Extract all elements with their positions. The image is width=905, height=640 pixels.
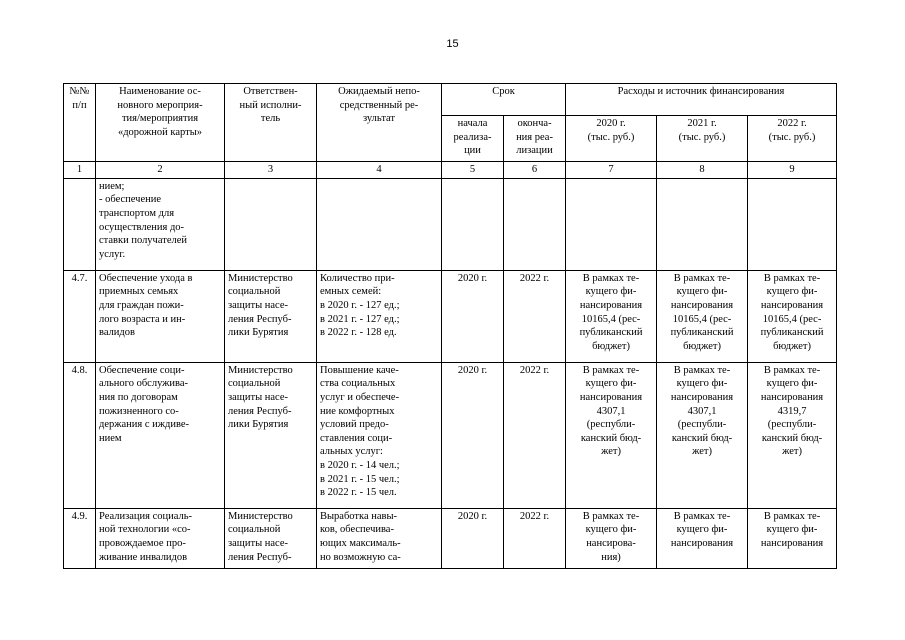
row-start: 2020 г. (442, 508, 504, 568)
column-number: 2 (96, 162, 225, 179)
page-number: 15 (446, 38, 459, 50)
table-row (64, 270, 837, 362)
table-row (64, 508, 837, 568)
row-result: Выработка навы- ков, обеспечива- ющих максималь- но возможную са- (317, 508, 442, 568)
column-number-row (64, 162, 837, 179)
row-end: 2022 г. (504, 270, 566, 362)
row-expense-2021: В рамках те- кущего фи- нансирования (657, 508, 748, 568)
header-year-2021: 2021 г. (тыс. руб.) (657, 116, 748, 162)
row-expense-2022: В рамках те- кущего фи- нансирования (748, 508, 837, 568)
column-number: 4 (317, 162, 442, 179)
header-year-2022: 2022 г. (тыс. руб.) (748, 116, 837, 162)
table-row-continuation (64, 178, 837, 270)
header-term: Срок (442, 84, 566, 116)
row-expense-2020: В рамках те- кущего фи- нансирова- ния) (566, 508, 657, 568)
row-num: 4.7. (64, 270, 96, 362)
row-result: Количество при- емных семей: в 2020 г. - 127 ед.; в 2021 г. - 127 ед.; в 2022 г. - 128 ед. (317, 270, 442, 362)
row-end: 2022 г. (504, 508, 566, 568)
row-expense-2022: В рамках те- кущего фи- нансирования 10165,4 (рес- публиканский бюджет) (748, 270, 837, 362)
header-result: Ожидаемый непо- средственный ре- зультат (317, 84, 442, 162)
header-name: Наименование ос- новного мероприя- тия/мероприятия «дорожной карты» (96, 84, 225, 162)
row-expense-2021: В рамках те- кущего фи- нансирования 4307,1 (республи- канский бюд- жет) (657, 362, 748, 508)
row-responsible: Министерство социальной защиты насе- ления Респуб- лики Бурятия (225, 362, 317, 508)
row-end: 2022 г. (504, 362, 566, 508)
column-number: 5 (442, 162, 504, 179)
row-start: 2020 г. (442, 362, 504, 508)
roadmap-table (63, 83, 837, 569)
row-responsible: Министерство социальной защиты насе- ления Респуб- (225, 508, 317, 568)
column-number: 6 (504, 162, 566, 179)
row-num: 4.8. (64, 362, 96, 508)
row-responsible: Министерство социальной защиты насе- ления Респуб- лики Бурятия (225, 270, 317, 362)
header-expenses: Расходы и источник финансирования (566, 84, 837, 116)
column-number: 1 (64, 162, 96, 179)
table-row (64, 362, 837, 508)
row-expense-2020: В рамках те- кущего фи- нансирования 10165,4 (рес- публиканский бюджет) (566, 270, 657, 362)
header-year-2020: 2020 г. (тыс. руб.) (566, 116, 657, 162)
header-term-start: начала реализа- ции (442, 116, 504, 162)
row-name: Обеспечение соци- ального обслужива- ния по договорам пожизненного со- держания с иждиве- нием (96, 362, 225, 508)
column-number: 7 (566, 162, 657, 179)
header-responsible: Ответствен- ный исполни- тель (225, 84, 317, 162)
column-number: 8 (657, 162, 748, 179)
header-num: №№ п/п (64, 84, 96, 162)
column-number: 9 (748, 162, 837, 179)
row-name: Реализация социаль- ной технологии «со- провождаемое про- живание инвалидов (96, 508, 225, 568)
header-term-end: оконча- ния реа- лизации (504, 116, 566, 162)
row-name: Обеспечение ухода в приемных семьях для граждан пожи- лого возраста и ин- валидов (96, 270, 225, 362)
row-expense-2020: В рамках те- кущего фи- нансирования 4307,1 (республи- канский бюд- жет) (566, 362, 657, 508)
continuation-name: нием; - обеспечение транспортом для осуществления до- ставки получателей услуг. (96, 178, 225, 270)
row-expense-2021: В рамках те- кущего фи- нансирования 10165,4 (рес- публиканский бюджет) (657, 270, 748, 362)
row-result: Повышение каче- ства социальных услуг и обеспече- ние комфортных условий предо- ставления соци- альных услуг: в 2020 г. - 14 чел.; в 2021 г. - 15 чел.; в 2022 г. - 15 чел. (317, 362, 442, 508)
row-num: 4.9. (64, 508, 96, 568)
row-start: 2020 г. (442, 270, 504, 362)
row-expense-2022: В рамках те- кущего фи- нансирования 4319,7 (республи- канский бюд- жет) (748, 362, 837, 508)
column-number: 3 (225, 162, 317, 179)
